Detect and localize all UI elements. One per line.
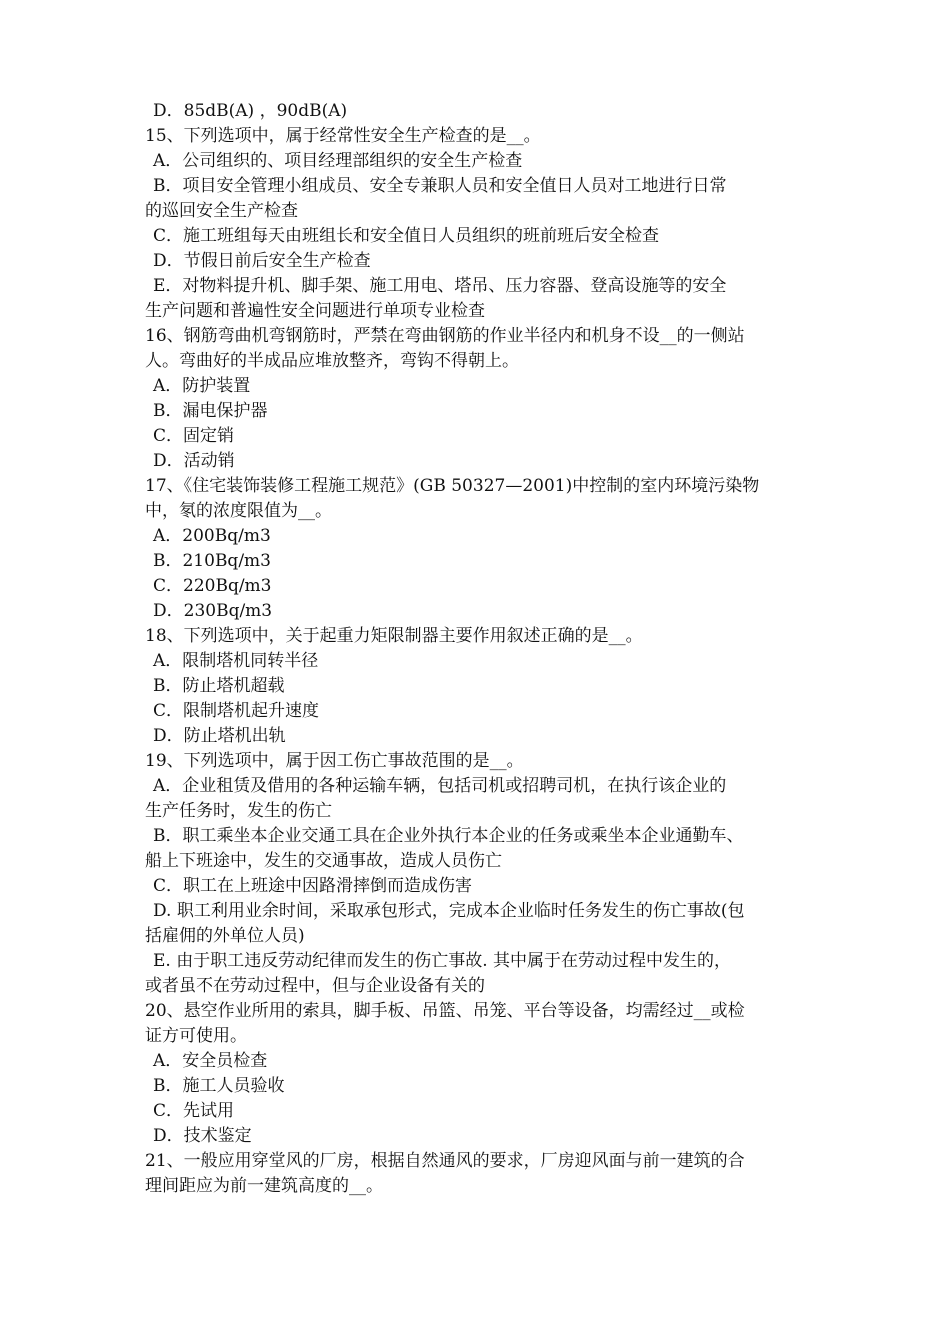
- answer-option-line: A．防护装置: [153, 376, 251, 396]
- question-text-line: 中，氡的浓度限值为__。: [145, 501, 332, 521]
- question-text-line: 20、悬空作业所用的索具，脚手板、吊篮、吊笼、平台等设备，均需经过__或检: [145, 1001, 745, 1021]
- answer-option-line: A．限制塔机同转半径: [153, 651, 319, 671]
- question-text-line: 括雇佣的外单位人员): [145, 926, 305, 946]
- question-text-line: 或者虽不在劳动过程中，但与企业设备有关的: [145, 976, 485, 996]
- question-text-line: 证方可使用。: [145, 1026, 247, 1046]
- answer-option-line: D．活动销: [153, 451, 235, 471]
- question-text-line: 21、一般应用穿堂风的厂房，根据自然通风的要求，厂房迎风面与前一建筑的合: [145, 1151, 745, 1171]
- answer-option-line: A．企业租赁及借用的各种运输车辆，包括司机或招聘司机，在执行该企业的: [153, 776, 727, 796]
- question-text-line: 生产问题和普遍性安全问题进行单项专业检查: [145, 301, 485, 321]
- answer-option-line: D．技术鉴定: [153, 1126, 252, 1146]
- answer-option-line: B．漏电保护器: [153, 401, 268, 421]
- answer-option-line: C．限制塔机起升速度: [153, 701, 320, 721]
- question-text-line: 人。弯曲好的半成品应堆放整齐，弯钩不得朝上。: [145, 351, 519, 371]
- answer-option-line: D．防止塔机出轨: [153, 726, 286, 746]
- answer-option-line: B．项目安全管理小组成员、安全专兼职人员和安全值日人员对工地进行日常: [153, 176, 727, 196]
- answer-option-line: B．防止塔机超载: [153, 676, 285, 696]
- answer-option-line: C．固定销: [153, 426, 235, 446]
- answer-option-line: C．220Bq/m3: [153, 576, 272, 596]
- answer-option-line: A．200Bq/m3: [153, 526, 271, 546]
- answer-option-line: A．安全员检查: [153, 1051, 268, 1071]
- question-text-line: 19、下列选项中，属于因工伤亡事故范围的是__。: [145, 751, 524, 771]
- answer-option-line: B．职工乘坐本企业交通工具在企业外执行本企业的任务或乘坐本企业通勤车、: [153, 826, 744, 846]
- answer-option-line: D．230Bq/m3: [153, 601, 273, 621]
- answer-option-line: D. 职工利用业余时间，采取承包形式，完成本企业临时任务发生的伤亡事故(包: [153, 901, 745, 921]
- answer-option-line: C．职工在上班途中因路滑摔倒而造成伤害: [153, 876, 473, 896]
- question-text-line: 17、《住宅装饰装修工程施工规范》(GB 50327—2001)中控制的室内环境污染物: [145, 476, 760, 496]
- answer-option-line: D．85dB(A) ，90dB(A): [153, 101, 348, 121]
- question-text-line: 16、钢筋弯曲机弯钢筋时，严禁在弯曲钢筋的作业半径内和机身不设__的一侧站: [145, 326, 745, 346]
- answer-option-line: A．公司组织的、项目经理部组织的安全生产检查: [153, 151, 523, 171]
- answer-option-line: D．节假日前后安全生产检查: [153, 251, 371, 271]
- answer-option-line: C．施工班组每天由班组长和安全值日人员组织的班前班后安全检查: [153, 226, 660, 246]
- answer-option-line: B．施工人员验收: [153, 1076, 285, 1096]
- answer-option-line: E. 由于职工违反劳动纪律而发生的伤亡事故. 其中属于在劳动过程中发生的，: [153, 951, 732, 971]
- question-text-line: 船上下班途中，发生的交通事故，造成人员伤亡: [145, 851, 502, 871]
- answer-option-line: E．对物料提升机、脚手架、施工用电、塔吊、压力容器、登高设施等的安全: [153, 276, 727, 296]
- question-text-line: 理间距应为前一建筑高度的__。: [145, 1176, 383, 1196]
- answer-option-line: B．210Bq/m3: [153, 551, 271, 571]
- answer-option-line: C．先试用: [153, 1101, 235, 1121]
- question-text-line: 18、下列选项中，关于起重力矩限制器主要作用叙述正确的是__。: [145, 626, 643, 646]
- question-text-line: 15、下列选项中，属于经常性安全生产检查的是__。: [145, 126, 541, 146]
- question-text-line: 的巡回安全生产检查: [145, 201, 298, 221]
- question-text-line: 生产任务时，发生的伤亡: [145, 801, 332, 821]
